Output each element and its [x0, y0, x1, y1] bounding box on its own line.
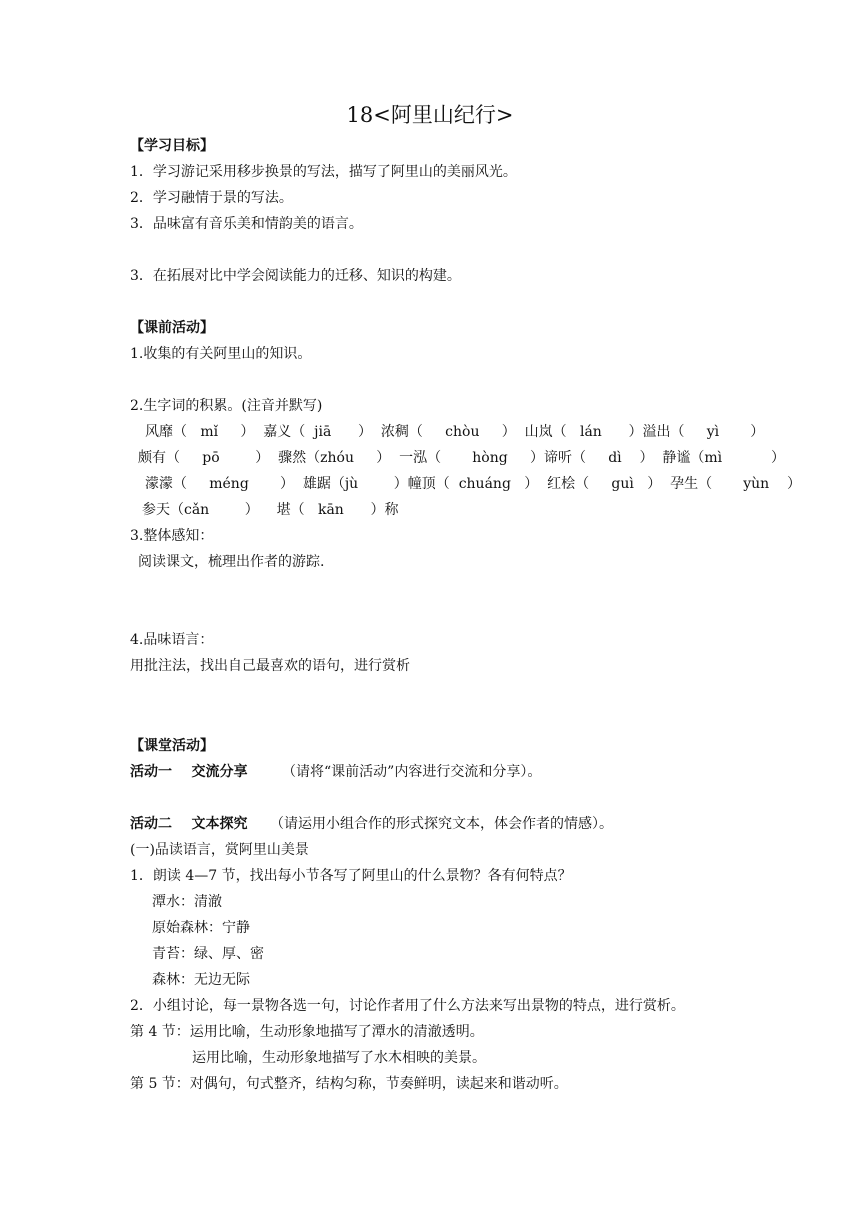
goal-item: 1．学习游记采用移步换景的写法，描写了阿里山的美丽风光。 — [130, 164, 517, 180]
pre-class-item-3-text: 阅读课文，梳理出作者的游踪. — [138, 554, 325, 570]
in-class-heading: 【课堂活动】 — [130, 738, 214, 754]
answer-item: 青苔：绿、厚、密 — [152, 946, 264, 962]
pre-class-item-3: 3.整体感知： — [130, 528, 214, 544]
goals-heading: 【学习目标】 — [130, 138, 214, 154]
goal-item: 3．品味富有音乐美和情韵美的语言。 — [130, 216, 363, 232]
pre-class-item-4-text: 用批注法，找出自己最喜欢的语句，进行赏析 — [130, 658, 410, 674]
activity-1-label: 活动一 交流分享 — [130, 764, 248, 780]
section-4-note: 第 4 节：运用比喻，生动形象地描写了潭水的清澈透明。 — [130, 1024, 484, 1040]
pre-class-item-2: 2.生字词的积累。(注音并默写) — [130, 398, 323, 414]
activity-2-note: （请运用小组合作的形式探究文本，体会作者的情感）。 — [270, 816, 613, 832]
activity-1-note: （请将“课前活动”内容进行交流和分享）。 — [282, 764, 542, 780]
pre-class-heading: 【课前活动】 — [130, 320, 214, 336]
question-2: 2．小组讨论，每一景物各选一句，讨论作者用了什么方法来写出景物的特点，进行赏析。 — [130, 998, 685, 1014]
answer-item: 森林：无边无际 — [152, 972, 250, 988]
answer-item: 潭水：清澈 — [152, 894, 222, 910]
question-1: 1．朗读 4—7 节，找出每小节各写了阿里山的什么景物？各有何特点？ — [130, 868, 572, 884]
vocab-row: 风靡（ mǐ ） 嘉义（ jiā ） 浓稠（ chòu ） 山岚（ lán ）溢出（ yì ） — [145, 424, 765, 440]
pre-class-item-1: 1.收集的有关阿里山的知识。 — [130, 346, 312, 362]
goal-item: 2．学习融情于景的写法。 — [130, 190, 293, 206]
vocab-row: 参天（cǎn ） 堪（ kān ）称 — [142, 502, 399, 518]
section-4-note-2: 运用比喻，生动形象地描写了水木相映的美景。 — [192, 1050, 486, 1066]
section-heading: (一)品读语言，赏阿里山美景 — [130, 842, 309, 858]
vocab-row: 颇有（ pō ） 骤然（zhóu ） 一泓（ hòng ）谛听（ dì ） 静谧（mì ） — [138, 450, 786, 466]
pre-class-item-4: 4.品味语言： — [130, 632, 214, 648]
section-5-note: 第 5 节：对偶句，句式整齐，结构匀称，节奏鲜明，读起来和谐动听。 — [130, 1076, 568, 1092]
vocab-row: 濛濛（ méng ） 雄踞（jù ）幢顶（ chuáng ） 红桧（ guì ） 孕生（ yùn ） — [145, 476, 802, 492]
activity-2-label: 活动二 文本探究 — [130, 816, 248, 832]
goal-item: 3．在拓展对比中学会阅读能力的迁移、知识的构建。 — [130, 268, 461, 284]
page-title: 18<阿里山纪行> — [346, 103, 514, 127]
answer-item: 原始森林：宁静 — [152, 920, 250, 936]
